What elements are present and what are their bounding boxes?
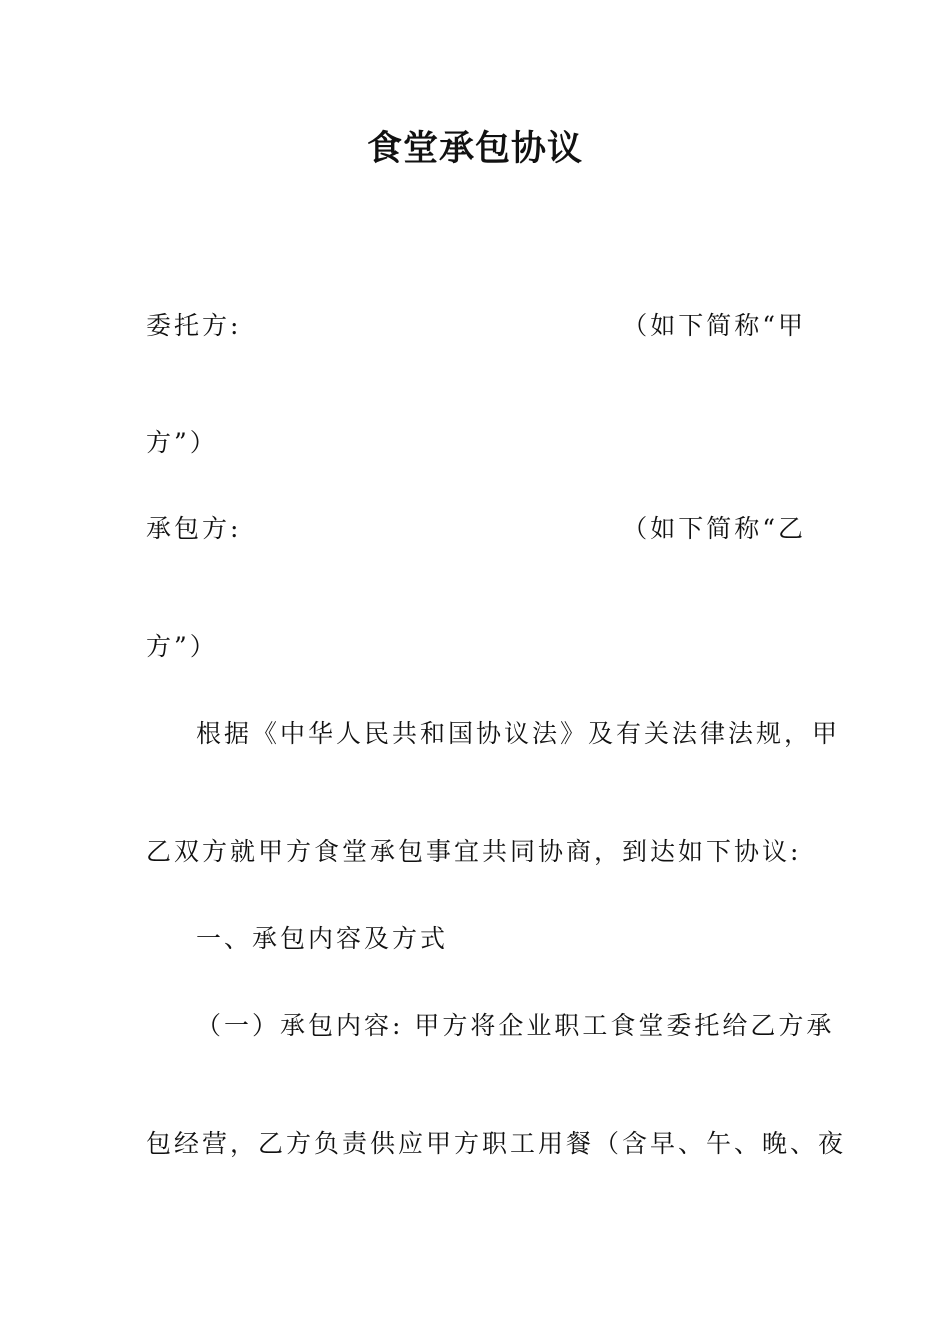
party-a-note-continued: 方”）: [146, 428, 218, 457]
paragraph-line: 乙双方就甲方食堂承包事宜共同协商，到达如下协议:: [146, 837, 802, 866]
section-heading: 一、承包内容及方式: [196, 924, 449, 953]
party-a-label: 委托方:: [146, 311, 242, 340]
party-b-note-continued: 方”）: [146, 632, 218, 661]
party-a-note: （如下简称“甲: [622, 311, 806, 340]
party-b-label: 承包方:: [146, 514, 242, 543]
paragraph-line: 包经营，乙方负责供应甲方职工用餐（含早、午、晚、夜: [146, 1129, 847, 1158]
party-b-note: （如下简称“乙: [622, 514, 806, 543]
party-b-line: [146, 511, 806, 547]
party-a-line: [146, 308, 806, 344]
paragraph-line: （一）承包内容: 甲方将企业职工食堂委托给乙方承: [196, 1011, 835, 1040]
paragraph-line: 根据《中华人民共和国协议法》及有关法律法规，甲: [196, 719, 841, 748]
document-title: 食堂承包协议: [366, 129, 583, 169]
